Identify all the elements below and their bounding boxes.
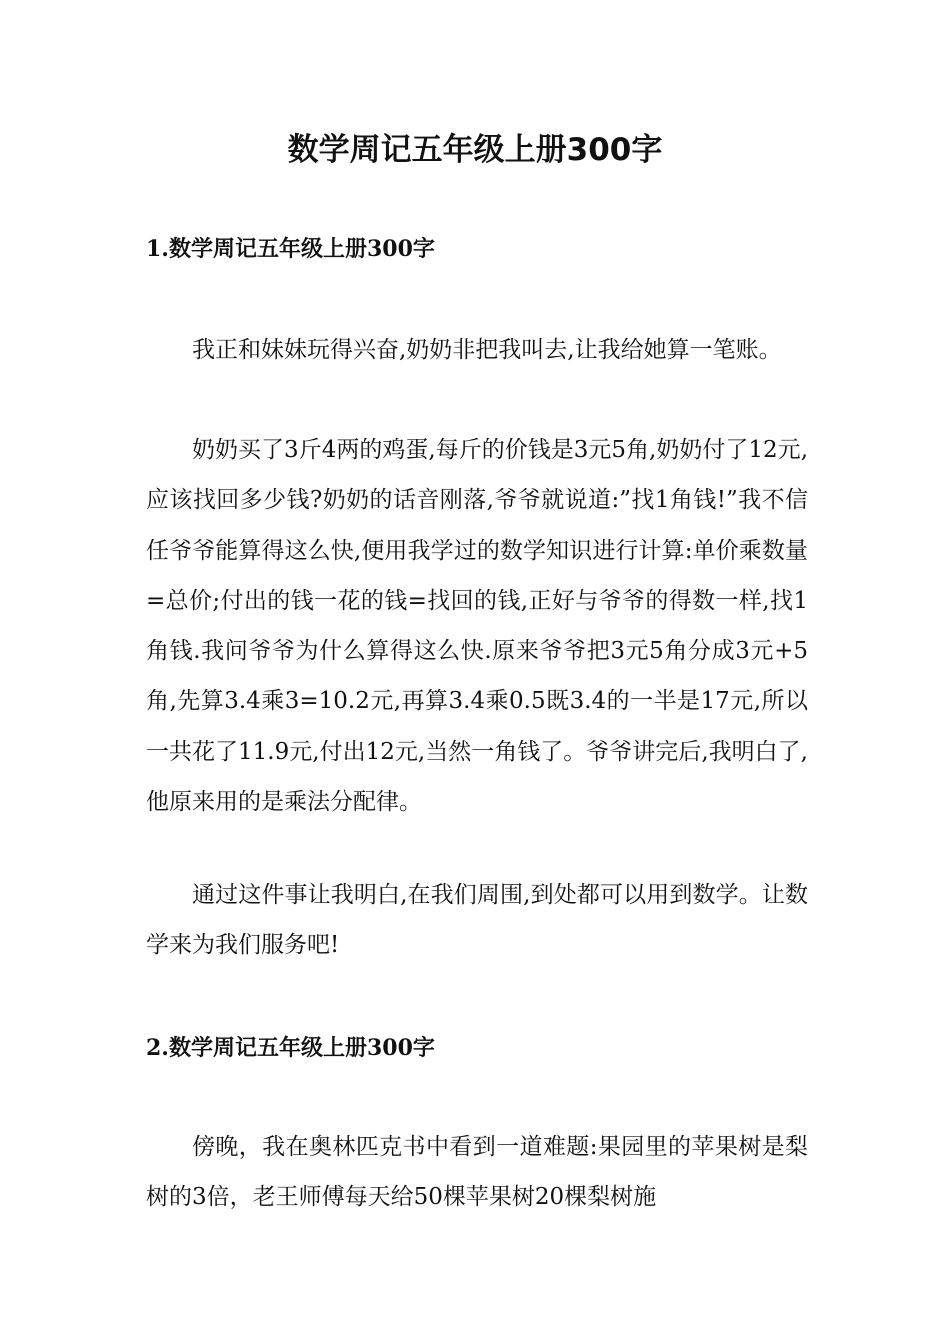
section-1-paragraph-1: 我正和妹妹玩得兴奋,奶奶非把我叫去,让我给她算一笔账。 xyxy=(192,337,782,363)
section-1-paragraph-3: 通过这件事让我明白,在我们周围,到处都可以用到数学。让数学来为我们服务吧! xyxy=(146,882,808,959)
section-1-heading: 1.数学周记五年级上册300字 xyxy=(146,236,435,262)
section-2-paragraph-1: 傍晚，我在奥林匹克书中看到一道难题:果园里的苹果树是梨树的3倍，老王师傅每天给50棵苹果树20棵梨树施 xyxy=(146,1134,808,1211)
document-title: 数学周记五年级上册300字 xyxy=(287,132,663,168)
section-1-paragraph-2: 奶奶买了3斤4两的鸡蛋,每斤的价钱是3元5角,奶奶付了12元,应该找回多少钱?奶奶的话音刚落,爷爷就说道:”找1角钱!”我不信任爷爷能算得这么快,便用我学过的数学知识进行计算:单价乘数量=总价;付出的钱一花的钱=找回的钱,正好与爷爷的得数一样,找1角钱.我问爷爷为什么算得这么快.原来爷爷把3元5角分成3元+5角,先算3.4乘3=10.2元,再算3.4乘0.5既3.4的一半是17元,所以一共花了11.9元,付出12元,当然一角钱了。爷爷讲完后,我明白了,他原来用的是乘法分配律。 xyxy=(146,437,808,816)
section-2-heading: 2.数学周记五年级上册300字 xyxy=(146,1035,435,1061)
